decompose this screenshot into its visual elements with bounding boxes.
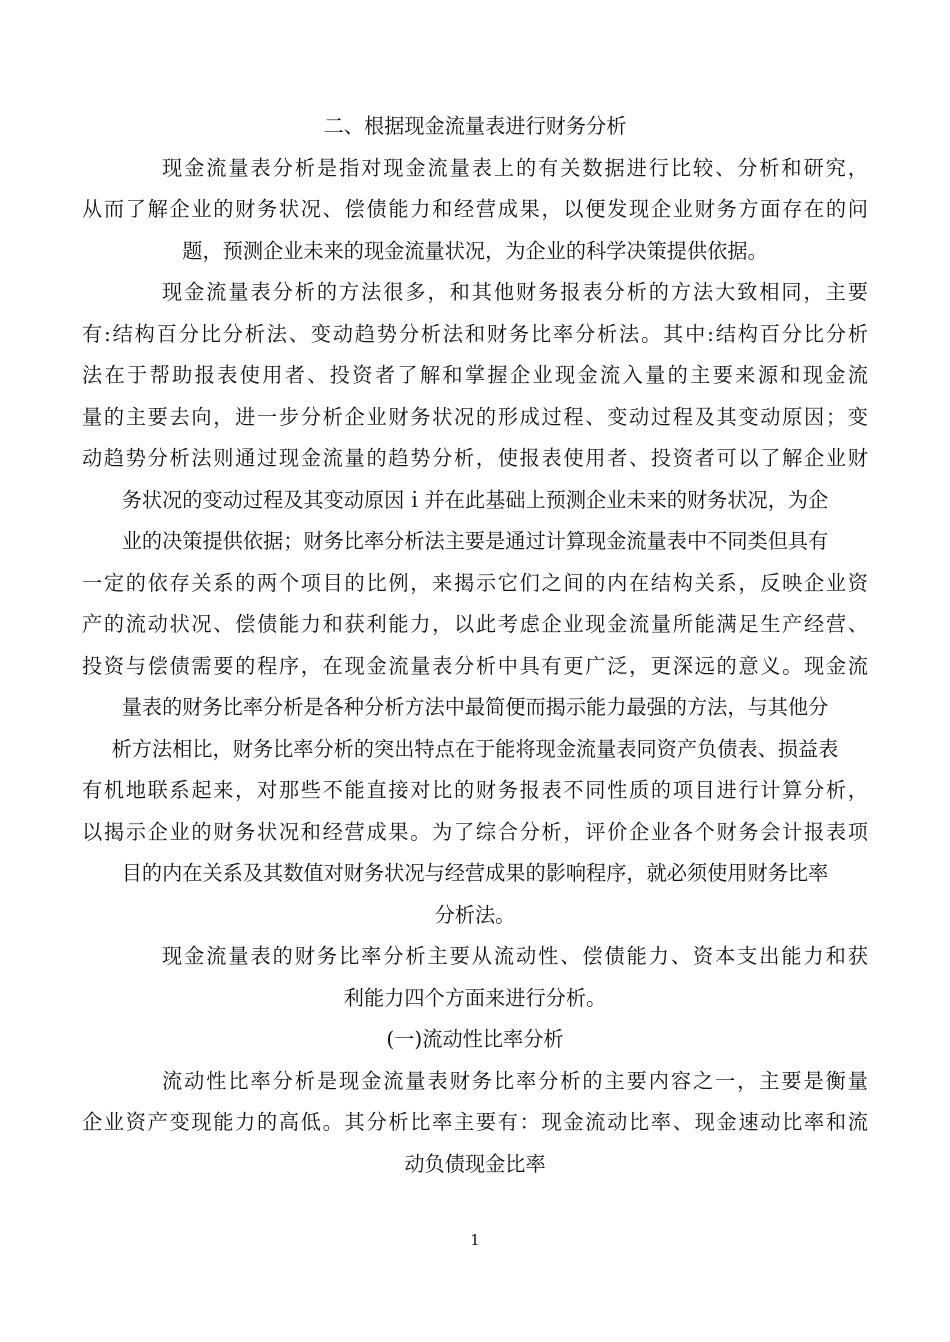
paragraph-line: 投资与偿债需要的程序，在现金流量表分析中具有更广泛，更深远的意义。现金流 <box>82 653 868 678</box>
paragraph-line: 产的流动状况、偿债能力和获利能力，以此考虑企业现金流量所能满足生产经营、 <box>82 612 868 636</box>
section-heading: 二、根据现金流量表进行财务分析 <box>323 114 627 138</box>
paragraph-line: 业的决策提供依据；财务比率分析法主要是通过计算现金流量表中不同类但具有 <box>121 529 829 553</box>
paragraph-methods <box>82 272 868 936</box>
subsection-heading: (一)流动性比率分析 <box>386 1027 564 1051</box>
paragraph-definition <box>82 148 868 273</box>
paragraph-line: 析方法相比，财务比率分析的突出特点在于能将现金流量表同资产负债表、损益表 <box>111 736 839 761</box>
paragraph-line: 现金流量表的财务比率分析主要从流动性、偿债能力、资本支出能力和获 <box>162 944 868 968</box>
paragraph-line: 有机地联系起来，对那些不能直接对比的财务报表不同性质的项目进行计算分析， <box>82 778 868 802</box>
paragraph-line: 企业资产变现能力的高低。其分析比率主要有：现金流动比率、现金速动比率和流 <box>82 1110 868 1134</box>
paragraph-line: 有:结构百分比分析法、变动趋势分析法和财务比率分析法。其中:结构百分比分析 <box>82 321 868 346</box>
paragraph-line: 利能力四个方面来进行分析。 <box>343 985 607 1010</box>
paragraph-line: 法在于帮助报表使用者、投资者了解和掌握企业现金流入量的主要来源和现金流 <box>82 363 868 387</box>
paragraph-ratio-aspects <box>82 936 868 1019</box>
page-number: 1 <box>470 1231 480 1249</box>
paragraph-liquidity <box>82 1061 868 1186</box>
paragraph-line: 动负债现金比率 <box>404 1151 546 1176</box>
paragraph-line: 现金流量表分析的方法很多，和其他财务报表分析的方法大致相同，主要 <box>162 280 868 304</box>
paragraph-line: 现金流量表分析是指对现金流量表上的有关数据进行比较、分析和研究， <box>162 155 868 180</box>
paragraph-line: 务状况的变动过程及其变动原因ｉ并在此基础上预测企业未来的财务状况，为企 <box>121 487 829 512</box>
paragraph-line: 以揭示企业的财务状况和经营成果。为了综合分析，评价企业各个财务会计报表项 <box>82 819 868 844</box>
paragraph-line: 量的主要去向，进一步分析企业财务状况的形成过程、变动过程及其变动原因；变 <box>82 404 868 429</box>
paragraph-line: 从而了解企业的财务状况、偿债能力和经营成果，以便发现企业财务方面存在的问 <box>82 197 868 221</box>
paragraph-line: 题，预测企业未来的现金流量状况，为企业的科学决策提供依据。 <box>182 238 768 263</box>
paragraph-line: 流动性比率分析是现金流量表财务比率分析的主要内容之一，主要是衡量 <box>162 1068 868 1093</box>
paragraph-line: 量表的财务比率分析是各种分析方法中最简便而揭示能力最强的方法，与其他分 <box>121 695 829 719</box>
paragraph-line: 目的内在关系及其数值对财务状况与经营成果的影响程序，就必须使用财务比率 <box>121 861 829 885</box>
paragraph-line: 分析法。 <box>434 902 516 927</box>
paragraph-line: 一定的依存关系的两个项目的比例，来揭示它们之间的内在结构关系，反映企业资 <box>82 570 868 595</box>
document-page <box>82 106 868 1185</box>
paragraph-line: 动趋势分析法则通过现金流量的趋势分析，使报表使用者、投资者可以了解企业财 <box>82 446 868 470</box>
